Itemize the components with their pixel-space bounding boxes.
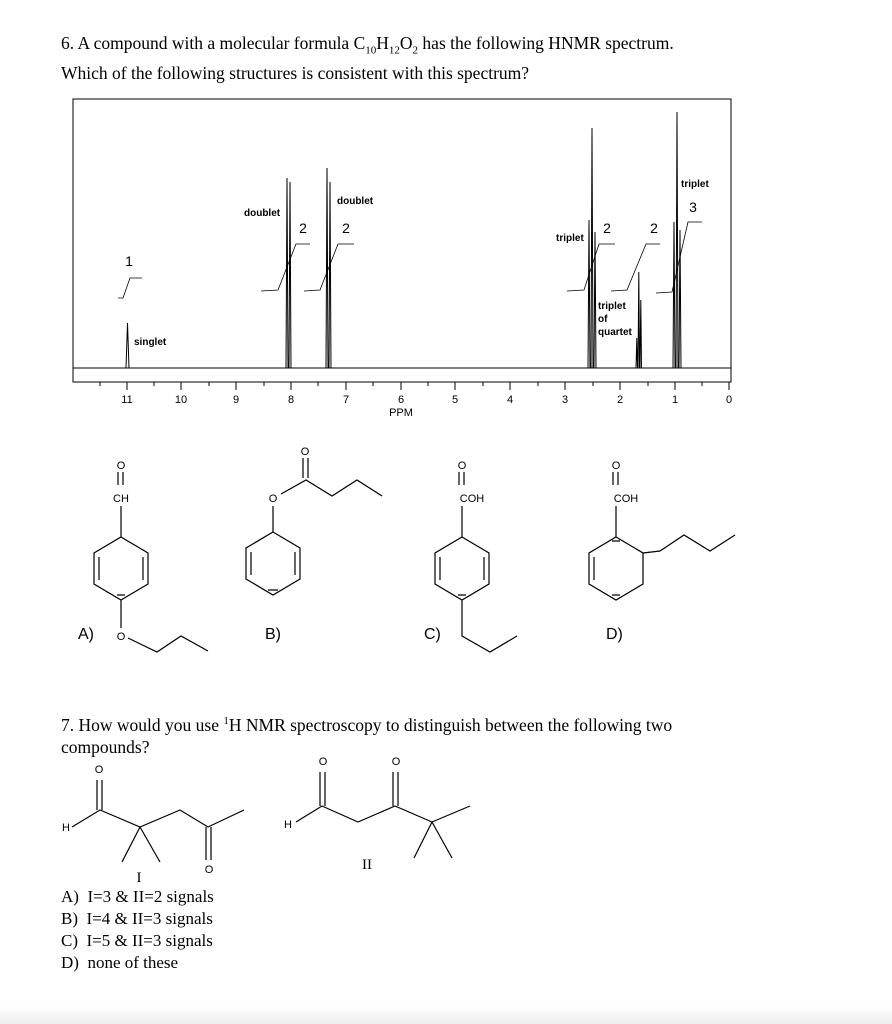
oxygen-atom: O xyxy=(611,460,621,472)
oxygen-atom: O xyxy=(300,446,310,458)
structure-a xyxy=(94,472,208,652)
oxygen-atom: O xyxy=(116,631,126,643)
peak-1-8ppm xyxy=(636,272,642,368)
integration-curve xyxy=(118,278,142,298)
aldehyde-group: CH xyxy=(113,493,129,505)
question-7-line2: compounds? xyxy=(61,736,150,757)
integration-value: 3 xyxy=(689,199,697,215)
structure-b-label: B) xyxy=(265,626,281,643)
multiplicity-label: triplet xyxy=(556,233,584,244)
multiplicity-label: quartet xyxy=(598,327,632,338)
question-6-line2: Which of the following structures is consistent with this spectrum? xyxy=(61,62,530,83)
integration-value: 2 xyxy=(342,220,350,236)
tick-label: 7 xyxy=(342,394,350,406)
oxygen-atom: O xyxy=(204,864,214,876)
multiplicity-label: of xyxy=(598,314,608,325)
carboxylic-acid-group: COH xyxy=(459,493,485,505)
tick-label: 5 xyxy=(451,394,459,406)
structure-d xyxy=(589,472,735,600)
answer-option-c[interactable]: C) I=5 & II=3 signals xyxy=(61,931,213,950)
peak-1ppm xyxy=(673,112,681,368)
tick-label: 11 xyxy=(121,394,133,406)
answer-choices xyxy=(61,886,214,974)
structure-d-label: D) xyxy=(606,626,623,643)
integration-curve xyxy=(611,244,660,291)
tick-label: 6 xyxy=(397,394,405,406)
multiplicity-label: singlet xyxy=(134,337,167,348)
hydrogen-atom: H xyxy=(62,822,70,834)
multiplicity-label: doublet xyxy=(244,208,281,219)
tick-label: 3 xyxy=(561,394,569,406)
page-bottom-edge xyxy=(0,1006,892,1024)
question-6-line1: 6. A compound with a molecular formula $C_{10}H_{12}O_2$ has the following HNMR spectrum. xyxy=(61,33,674,57)
multiplicity-label: triplet xyxy=(598,301,626,312)
peak-2-6ppm xyxy=(588,128,596,368)
tick-label: 1 xyxy=(671,394,679,406)
tick-label: 2 xyxy=(616,394,624,406)
oxygen-atom: O xyxy=(391,756,401,768)
tick-label: 9 xyxy=(232,394,240,406)
oxygen-atom: O xyxy=(268,493,278,505)
structure-b xyxy=(246,458,382,595)
x-axis-label: PPM xyxy=(389,407,413,419)
structure-a-label: A) xyxy=(78,626,94,643)
answer-option-d[interactable]: D) none of these xyxy=(61,953,179,972)
compound-ii-label: II xyxy=(362,857,372,873)
oxygen-atom: O xyxy=(94,764,104,776)
integration-value: 2 xyxy=(650,220,658,236)
carboxylic-acid-group: COH xyxy=(613,493,639,505)
oxygen-atom: O xyxy=(457,460,467,472)
oxygen-atom: O xyxy=(318,756,328,768)
integration-curve xyxy=(261,244,310,291)
compound-ii xyxy=(296,772,470,858)
answer-option-b[interactable]: B) I=4 & II=3 signals xyxy=(61,909,213,928)
integration-value: 2 xyxy=(603,220,611,236)
tick-label: 8 xyxy=(287,394,295,406)
peak-11ppm xyxy=(126,323,129,368)
integration-value: 1 xyxy=(125,253,133,269)
spectrum-frame xyxy=(73,99,731,382)
answer-option-a[interactable]: A) I=3 & II=2 signals xyxy=(61,887,214,906)
oxygen-atom: O xyxy=(116,460,126,472)
compound-i xyxy=(72,780,244,862)
multiplicity-label: doublet xyxy=(337,196,374,207)
question-7-line1: 7. How would you use $^1$H NMR spectroscopy to distinguish between the following two xyxy=(61,714,673,735)
peak-8ppm xyxy=(286,178,291,368)
integration-value: 2 xyxy=(299,220,307,236)
tick-label: 4 xyxy=(506,394,514,406)
structure-c-label: C) xyxy=(424,626,441,643)
tick-label: 10 xyxy=(174,394,188,406)
integration-curves xyxy=(118,222,702,298)
multiplicity-label: triplet xyxy=(681,179,709,190)
integration-curve xyxy=(656,222,702,293)
compound-i-label: I xyxy=(136,870,142,886)
hydrogen-atom: H xyxy=(284,819,292,831)
tick-label: 0 xyxy=(725,394,733,406)
question-7-text xyxy=(61,710,861,758)
ppm-axis xyxy=(73,382,732,419)
